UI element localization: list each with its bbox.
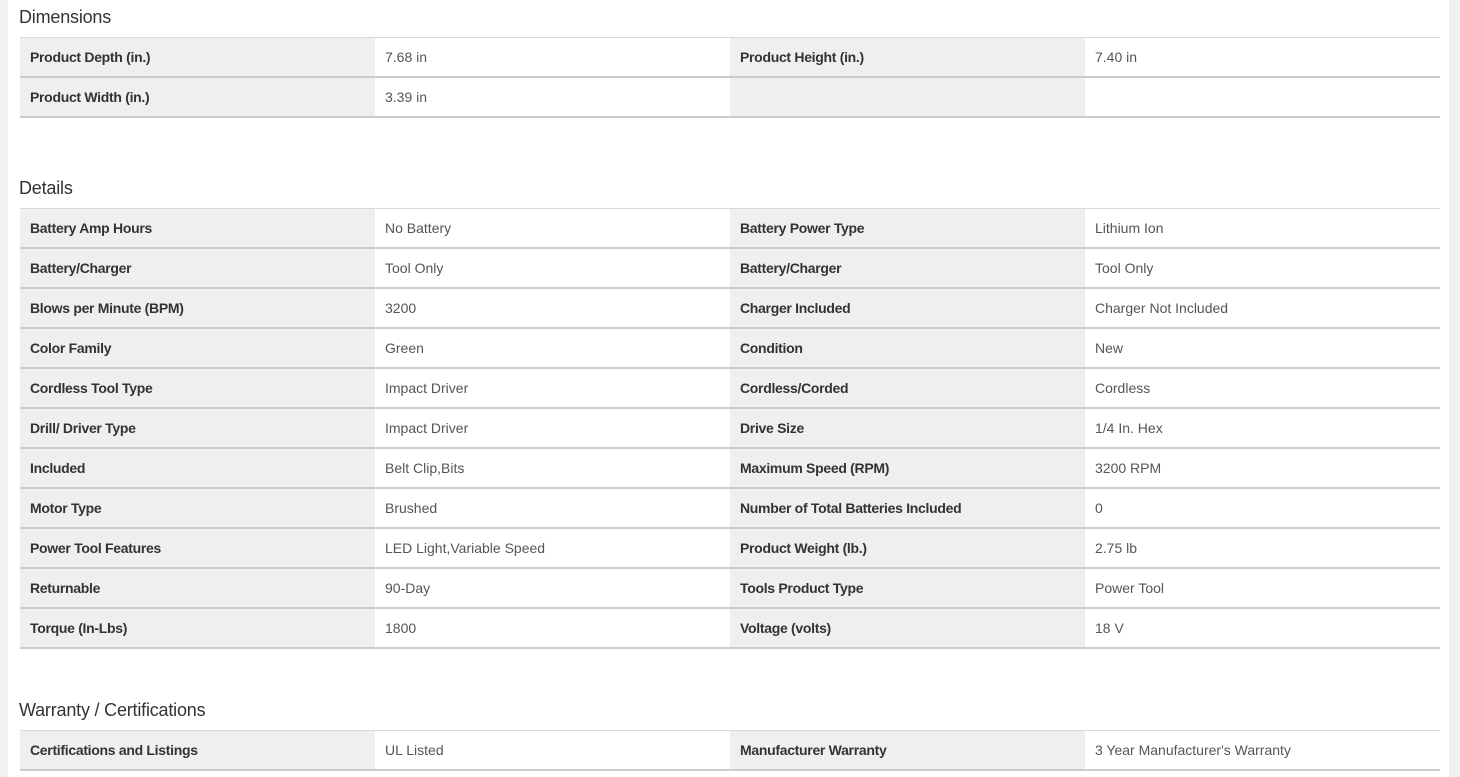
spec-row (20, 38, 1440, 78)
spec-label: Manufacturer Warranty (730, 731, 1085, 769)
spec-row (20, 569, 1440, 609)
spec-label: Torque (In-Lbs) (20, 609, 375, 647)
spec-value: 1800 (375, 609, 730, 647)
spec-value: Charger Not Included (1085, 289, 1440, 327)
spec-value: Cordless (1085, 369, 1440, 407)
spec-row (20, 329, 1440, 369)
spec-value: 3200 RPM (1085, 449, 1440, 487)
spec-value: Brushed (375, 489, 730, 527)
spec-row (20, 369, 1440, 409)
spec-value: 18 V (1085, 609, 1440, 647)
spec-row (20, 731, 1440, 771)
spec-label: Tools Product Type (730, 569, 1085, 607)
spec-label: Battery Amp Hours (20, 209, 375, 247)
spec-value: New (1085, 329, 1440, 367)
spec-value: Impact Driver (375, 409, 730, 447)
spec-value: 2.75 lb (1085, 529, 1440, 567)
spec-value: 0 (1085, 489, 1440, 527)
spec-row (20, 249, 1440, 289)
spec-label: Returnable (20, 569, 375, 607)
spec-value: 7.40 in (1085, 38, 1440, 76)
spec-value: 3200 (375, 289, 730, 327)
section-title-warranty: Warranty / Certifications (19, 700, 206, 720)
details-table (20, 208, 1440, 649)
spec-value: 7.68 in (375, 38, 730, 76)
spec-value: 90-Day (375, 569, 730, 607)
spec-label: Product Weight (lb.) (730, 529, 1085, 567)
spec-row (20, 489, 1440, 529)
section-title-dimensions: Dimensions (19, 7, 112, 27)
spec-label: Blows per Minute (BPM) (20, 289, 375, 327)
spec-label: Charger Included (730, 289, 1085, 327)
spec-label: Condition (730, 329, 1085, 367)
spec-value: Tool Only (375, 249, 730, 287)
spec-value: 3 Year Manufacturer's Warranty (1085, 731, 1440, 769)
spec-label-empty (730, 78, 1085, 116)
spec-value: Power Tool (1085, 569, 1440, 607)
spec-label: Product Height (in.) (730, 38, 1085, 76)
spec-row (20, 209, 1440, 249)
spec-value: Lithium Ion (1085, 209, 1440, 247)
spec-label: Color Family (20, 329, 375, 367)
spec-value: UL Listed (375, 731, 730, 769)
spec-value: Impact Driver (375, 369, 730, 407)
specifications-panel (8, 0, 1449, 777)
spec-label: Product Width (in.) (20, 78, 375, 116)
spec-value: Belt Clip,Bits (375, 449, 730, 487)
spec-label: Voltage (volts) (730, 609, 1085, 647)
spec-row (20, 529, 1440, 569)
spec-label: Certifications and Listings (20, 731, 375, 769)
spec-row (20, 78, 1440, 118)
spec-value: Tool Only (1085, 249, 1440, 287)
spec-label: Cordless Tool Type (20, 369, 375, 407)
spec-value: 3.39 in (375, 78, 730, 116)
spec-value: LED Light,Variable Speed (375, 529, 730, 567)
spec-value: 1/4 In. Hex (1085, 409, 1440, 447)
spec-value: Green (375, 329, 730, 367)
spec-value: No Battery (375, 209, 730, 247)
dimensions-table (20, 37, 1440, 118)
spec-row (20, 609, 1440, 649)
spec-row (20, 289, 1440, 329)
spec-row (20, 409, 1440, 449)
spec-label: Battery Power Type (730, 209, 1085, 247)
spec-label: Motor Type (20, 489, 375, 527)
spec-label: Number of Total Batteries Included (730, 489, 1085, 527)
spec-row (20, 449, 1440, 489)
spec-value-empty (1085, 78, 1440, 116)
spec-label: Drill/ Driver Type (20, 409, 375, 447)
spec-label: Product Depth (in.) (20, 38, 375, 76)
warranty-table (20, 730, 1440, 771)
spec-label: Power Tool Features (20, 529, 375, 567)
spec-label: Battery/Charger (730, 249, 1085, 287)
spec-label: Drive Size (730, 409, 1085, 447)
section-title-details: Details (19, 178, 73, 198)
spec-label: Maximum Speed (RPM) (730, 449, 1085, 487)
spec-label: Battery/Charger (20, 249, 375, 287)
spec-label: Cordless/Corded (730, 369, 1085, 407)
spec-label: Included (20, 449, 375, 487)
